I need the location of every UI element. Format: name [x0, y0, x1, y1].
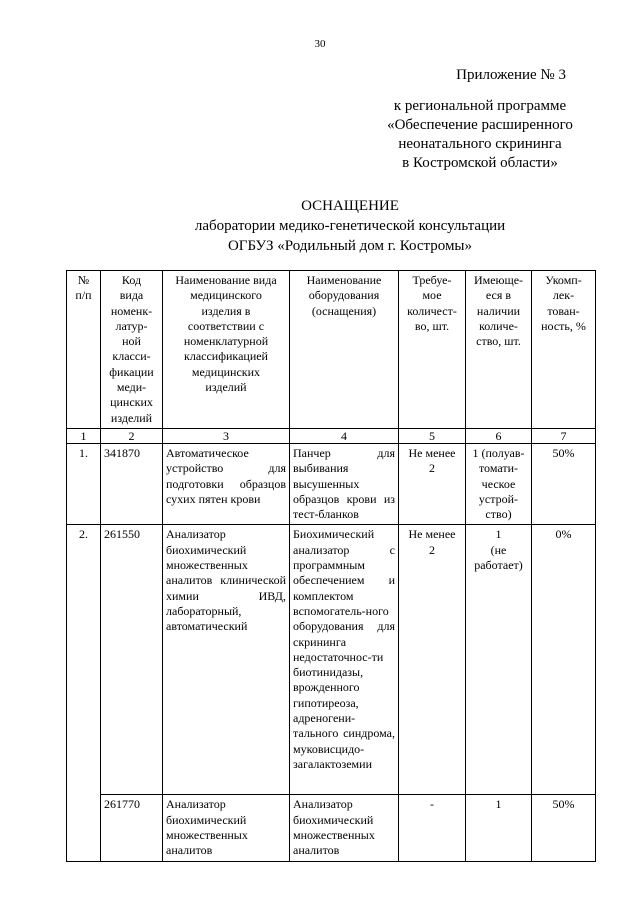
document-title — [60, 196, 640, 256]
row-completeness: 50% — [532, 443, 596, 524]
row-number: 2. — [67, 525, 101, 861]
table-row — [67, 443, 596, 524]
row-code: 341870 — [101, 443, 163, 524]
column-number: 1 — [67, 428, 101, 443]
program-line: «Обеспечение расширенного — [387, 117, 573, 133]
header-cell-required: Требуе- мое количест- во, шт. — [399, 271, 466, 429]
header-cell-code: Код вида номенк- латур- ной класси- фикации меди- цинских изделий — [101, 271, 163, 429]
row-code: 261550 — [101, 525, 163, 795]
column-number-row — [67, 428, 596, 443]
title-line-2: лаборатории медико-генетической консультации — [194, 218, 506, 234]
table-row — [67, 525, 596, 795]
row-kind: Анализатор биохимический множественных аналитов клинической химии ИВД, лабораторный, автоматический — [163, 525, 290, 795]
row-required: Не менее 2 — [399, 443, 466, 524]
row-available: 1 (не работает) — [466, 525, 532, 795]
column-number: 4 — [290, 428, 399, 443]
program-line: неонатального скрининга — [398, 136, 562, 152]
program-line: к региональной программе — [393, 98, 567, 114]
row-available: 1 — [466, 795, 532, 861]
header-row — [67, 271, 596, 429]
row-code: 261770 — [101, 795, 163, 861]
column-number: 2 — [101, 428, 163, 443]
row-number: 1. — [67, 443, 101, 524]
title-line-3: ОГБУЗ «Родильный дом г. Костромы» — [227, 238, 473, 254]
row-completeness: 50% — [532, 795, 596, 861]
equipment-table — [66, 270, 596, 862]
header-cell-completeness: Укомп- лек- тован- ность, % — [532, 271, 596, 429]
column-number: 3 — [163, 428, 290, 443]
appendix-title: Приложение № 3 — [456, 67, 566, 83]
row-equipment: Панчер для выбивания высушенных образцов крови из тест-бланков — [290, 443, 399, 524]
title-line-1: ОСНАЩЕНИЕ — [301, 198, 399, 214]
row-kind: Автоматическое устройство для подготовки образцов сухих пятен крови — [163, 443, 290, 524]
column-number: 5 — [399, 428, 466, 443]
header-cell-available: Имеюще- еся в наличии количе- ство, шт. — [466, 271, 532, 429]
row-required: - — [399, 795, 466, 861]
column-number: 7 — [532, 428, 596, 443]
program-line: в Костромской области» — [402, 155, 558, 171]
row-equipment: Биохимический анализатор с программным обеспечением и комплектом вспомогатель-ного оборудования для скрининга недостаточнос-ти биотинидазы, врожденного гипотиреоза, адреногени-тального синдрома, муковисцидо-загалактоземии — [290, 525, 399, 795]
program-reference — [365, 97, 595, 173]
column-number: 6 — [466, 428, 532, 443]
page-number: 30 — [314, 38, 326, 50]
header-cell-number: № п/п — [67, 271, 101, 429]
row-required: Не менее 2 — [399, 525, 466, 795]
row-kind: Анализатор биохимический множественных аналитов — [163, 795, 290, 861]
header-cell-kind: Наименование вида медицинского изделия в соответствии с номенклатурной классификацией медицинских изделий — [163, 271, 290, 429]
row-equipment: Анализатор биохимический множественных аналитов — [290, 795, 399, 861]
header-cell-equipment: Наименование оборудования (оснащения) — [290, 271, 399, 429]
table-row — [67, 795, 596, 861]
row-completeness: 0% — [532, 525, 596, 795]
row-available: 1 (полуав- томати- ческое устрой- ство) — [466, 443, 532, 524]
